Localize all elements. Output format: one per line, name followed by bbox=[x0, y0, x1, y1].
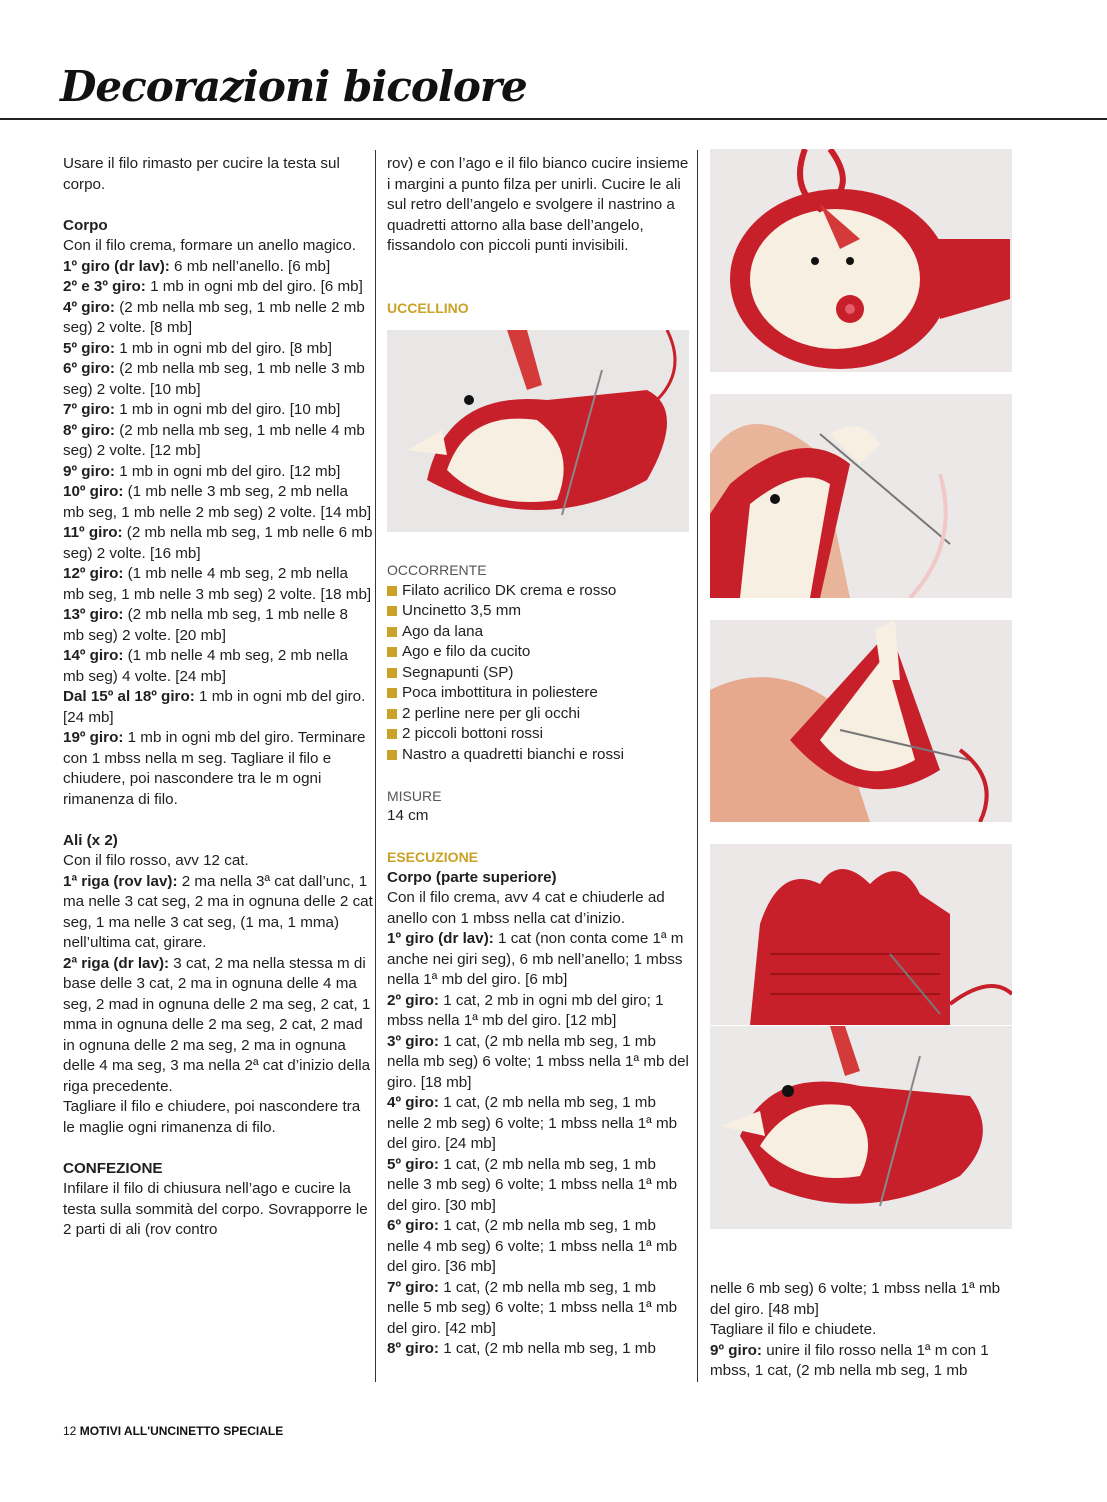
bullet-square-icon bbox=[387, 709, 397, 719]
material-text: Ago da lana bbox=[402, 622, 484, 640]
corpo-intro: Con il filo crema, formare un anello magico. bbox=[63, 237, 356, 254]
row-9 bbox=[710, 1341, 1010, 1382]
photo-bird-sewing bbox=[387, 330, 689, 532]
row-label: 1º giro (dr lav): bbox=[387, 930, 494, 947]
instruction-row bbox=[63, 687, 373, 728]
bullet-square-icon bbox=[387, 688, 397, 698]
row-text: 2 ma nella 3ª cat dall’unc, 1 ma nelle 3 cat seg, 2 ma in ognuna delle 2 cat seg, 1 ma nelle 3 cat seg, (1 ma, 1 mma) nell’ultima cat, girare. bbox=[63, 872, 373, 951]
row-text: unire il filo rosso nella 1ª m con 1 mbss, 1 cat, (2 mb nella mb seg, 1 mb bbox=[710, 1341, 989, 1379]
instruction-row bbox=[63, 605, 373, 646]
instruction-row bbox=[63, 564, 373, 605]
instruction-row bbox=[63, 277, 373, 298]
row-text: 1 cat, (2 mb nella mb seg, 1 mb nelle 5 mb seg) 6 volte; 1 mbss nella 1ª mb del giro. [42 mb] bbox=[387, 1278, 678, 1337]
section-uccellino: UCCELLINO bbox=[387, 299, 469, 316]
material-item bbox=[387, 663, 692, 684]
material-item bbox=[387, 683, 692, 704]
instruction-row bbox=[63, 646, 373, 687]
row-label: 3º giro: bbox=[387, 1032, 439, 1050]
row-label: 6º giro: bbox=[63, 360, 115, 377]
instruction-row bbox=[63, 872, 373, 954]
row-text: (1 mb nelle 3 mb seg, 2 mb nella mb seg, 1 mb nelle 2 mb seg) 2 volte. [14 mb] bbox=[63, 483, 372, 521]
esecuzione-rows bbox=[387, 929, 692, 1360]
row-label: 11º giro: bbox=[63, 524, 123, 541]
instruction-row bbox=[63, 298, 373, 339]
row-label: 8º giro: bbox=[387, 1340, 439, 1357]
photo-hand-sewing bbox=[710, 620, 1012, 822]
misure-value: 14 cm bbox=[387, 807, 429, 824]
instruction-row bbox=[387, 1278, 692, 1340]
row-text: 1 cat, 2 mb in ogni mb del giro; 1 mbss nella 1ª mb del giro. [12 mb] bbox=[387, 991, 664, 1029]
row-label: 5º giro: bbox=[63, 339, 115, 357]
row-text: 1 mb in ogni mb del giro. [6 mb] bbox=[145, 278, 363, 295]
instruction-row bbox=[63, 359, 373, 400]
material-item bbox=[387, 622, 692, 643]
row-label: 2º giro: bbox=[387, 991, 439, 1009]
row-label: 2º e 3º giro: bbox=[63, 278, 146, 295]
photo-sewing-closeup bbox=[710, 394, 1012, 598]
intro-text: Usare il filo rimasto per cucire la testa sul corpo. bbox=[63, 155, 340, 193]
instruction-row bbox=[63, 339, 373, 360]
photo-bird-front bbox=[710, 149, 1012, 372]
cut-text: Tagliare il filo e chiudete. bbox=[710, 1321, 877, 1338]
continued-text: rov) e con l’ago e il filo bianco cucire insieme i margini a punto filza per unirli. Cucire le ali sul retro dell’angelo e svolgere il nastrino a quadretti attorno alla base dell’angelo, fissandolo con piccoli punti invisibili. bbox=[387, 155, 689, 254]
column-3 bbox=[710, 1279, 1010, 1382]
row-label: 13º giro: bbox=[63, 606, 124, 623]
row-text: 3 cat, 2 ma nella stessa m di base delle 3 cat, 2 ma in ognuna delle 4 ma seg, 2 mad in ognuna delle 2 ma seg, 2 cat, 1 mma in ognuna delle 2 ma seg, 2 cat, 2 mad in ognuna delle 2 ma seg, 2 ma in ognuna delle 4 ma seg, 3 ma nella 2ª cat d’inizio della riga precedente. bbox=[63, 954, 371, 1095]
material-text: Filato acrilico DK crema e rosso bbox=[402, 581, 617, 599]
row-text: (2 mb nella mb seg, 1 mb nelle 3 mb seg) 2 volte. [10 mb] bbox=[63, 360, 365, 398]
row-text: 1 mb in ogni mb del giro. [8 mb] bbox=[114, 339, 332, 357]
ali-heading: Ali (x 2) bbox=[63, 831, 118, 849]
instruction-row bbox=[63, 462, 373, 483]
material-item bbox=[387, 704, 692, 725]
continued-text-3: nelle 6 mb seg) 6 volte; 1 mbss nella 1ª mb del giro. [48 mb] bbox=[710, 1280, 1001, 1318]
instruction-row bbox=[63, 400, 373, 421]
row-label: 1ª riga (rov lav): bbox=[63, 872, 178, 890]
row-text: 1 mb in ogni mb del giro. Terminare con 1 mbss nella m seg. Tagliare il filo e chiudere, poi nascondere tra le m ogni rimanenza di filo. bbox=[63, 729, 366, 808]
esecuzione-label: ESECUZIONE bbox=[387, 849, 479, 865]
column-2 bbox=[387, 154, 692, 1360]
title-rule bbox=[0, 118, 1107, 120]
row-label: 12º giro: bbox=[63, 565, 124, 582]
row-text: (2 mb nella mb seg, 1 mb nelle 4 mb seg) 2 volte. [12 mb] bbox=[63, 421, 365, 459]
material-item bbox=[387, 745, 692, 766]
material-text: Ago e filo da cucito bbox=[402, 643, 531, 660]
page-title: Decorazioni bicolore bbox=[60, 62, 527, 111]
column-1 bbox=[63, 154, 373, 1241]
row-text: 6 mb nell’anello. [6 mb] bbox=[169, 257, 331, 275]
row-label: 8º giro: bbox=[63, 421, 115, 439]
column-divider bbox=[375, 150, 376, 1382]
corpo-sup-intro: Con il filo crema, avv 4 cat e chiuderle ad anello con 1 mbss nella cat d’inizio. bbox=[387, 889, 665, 927]
magazine-name: MOTIVI ALL'UNCINETTO SPECIALE bbox=[79, 1424, 284, 1438]
row-label: 1º giro (dr lav): bbox=[63, 257, 170, 275]
instruction-row bbox=[63, 728, 373, 810]
ali-intro: Con il filo rosso, avv 12 cat. bbox=[63, 852, 249, 869]
instruction-row bbox=[63, 257, 373, 278]
page-footer bbox=[63, 1424, 283, 1438]
confezione-heading: CONFEZIONE bbox=[63, 1159, 163, 1177]
bullet-square-icon bbox=[387, 750, 397, 760]
bullet-square-icon bbox=[387, 627, 397, 637]
confezione-text: Infilare il filo di chiusura nell’ago e cucire la testa sulla sommità del corpo. Sovrapporre le 2 parti di ali (rov contro bbox=[63, 1180, 368, 1238]
row-label: 14º giro: bbox=[63, 647, 124, 664]
instruction-row bbox=[387, 1093, 692, 1155]
row-text: (1 mb nelle 4 mb seg, 2 mb nella mb seg, 1 mb nelle 3 mb seg) 2 volte. [18 mb] bbox=[63, 565, 372, 603]
instruction-row bbox=[387, 1339, 692, 1360]
row-label: 7º giro: bbox=[387, 1278, 439, 1296]
column-divider bbox=[697, 150, 698, 1382]
corpo-rows bbox=[63, 257, 373, 811]
row-text: 1 cat, (2 mb nella mb seg, 1 mb nelle 3 mb seg) 6 volte; 1 mbss nella 1ª mb del giro. [30 mb] bbox=[387, 1155, 678, 1214]
photo-crochet-edge bbox=[710, 844, 1012, 1025]
instruction-row bbox=[63, 482, 373, 523]
row-text: (2 mb nella mb seg, 1 mb nelle 6 mb seg) 2 volte. [16 mb] bbox=[63, 524, 373, 562]
occorrente-label: OCCORRENTE bbox=[387, 562, 487, 578]
row-text: (1 mb nelle 4 mb seg, 2 mb nella mb seg) 4 volte. [24 mb] bbox=[63, 647, 348, 685]
row-text: 1 mb in ogni mb del giro. [12 mb] bbox=[114, 462, 341, 480]
page-number: 12 bbox=[63, 1424, 77, 1438]
material-text: Nastro a quadretti bianchi e rossi bbox=[402, 745, 625, 763]
row-text: 1 mb in ogni mb del giro. [24 mb] bbox=[63, 688, 366, 726]
row-label: 6º giro: bbox=[387, 1217, 439, 1234]
materials-list bbox=[387, 581, 692, 766]
material-text: Segnapunti (SP) bbox=[402, 663, 514, 681]
material-text: 2 piccoli bottoni rossi bbox=[402, 725, 543, 742]
row-label: 10º giro: bbox=[63, 483, 124, 500]
row-text: 1 cat, (2 mb nella mb seg, 1 mb nella mb seg) 6 volte; 1 mbss nella 1ª mb del giro. [18 mb] bbox=[387, 1032, 689, 1091]
bullet-square-icon bbox=[387, 647, 397, 657]
row-text: 1 cat (non conta come 1ª m anche nei giri seg), 6 mb nell’anello; 1 mbss nella 1ª mb del giro. [6 mb] bbox=[387, 930, 684, 988]
row-label: 5º giro: bbox=[387, 1155, 439, 1173]
row-text: (2 mb nella mb seg, 1 mb nelle 8 mb seg) 2 volte. [20 mb] bbox=[63, 606, 348, 644]
row-text: 1 cat, (2 mb nella mb seg, 1 mb nelle 4 mb seg) 6 volte; 1 mbss nella 1ª mb del giro. [36 mb] bbox=[387, 1217, 678, 1275]
bullet-square-icon bbox=[387, 606, 397, 616]
row-label: 9º giro: bbox=[710, 1341, 762, 1359]
corpo-heading: Corpo bbox=[63, 216, 108, 234]
bullet-square-icon bbox=[387, 729, 397, 739]
instruction-row bbox=[387, 1032, 692, 1094]
material-text: Uncinetto 3,5 mm bbox=[402, 602, 522, 619]
ali-end: Tagliare il filo e chiudere, poi nascondere tra le maglie ogni rimanenza di filo. bbox=[63, 1098, 361, 1136]
instruction-row bbox=[387, 1216, 692, 1278]
row-text: 1 cat, (2 mb nella mb seg, 1 mb nelle 2 mb seg) 6 volte; 1 mbss nella 1ª mb del giro. [24 mb] bbox=[387, 1094, 678, 1152]
row-text: 1 mb in ogni mb del giro. [10 mb] bbox=[114, 401, 341, 418]
instruction-row bbox=[387, 991, 692, 1032]
row-label: 19º giro: bbox=[63, 729, 124, 746]
material-item bbox=[387, 724, 692, 745]
row-label: 2ª riga (dr lav): bbox=[63, 954, 170, 972]
material-item bbox=[387, 601, 692, 622]
photo-bird-side bbox=[710, 1026, 1012, 1229]
row-text: 1 cat, (2 mb nella mb seg, 1 mb bbox=[438, 1340, 656, 1357]
corpo-sup-heading: Corpo (parte superiore) bbox=[387, 868, 557, 886]
instruction-row bbox=[63, 954, 373, 1098]
material-text: Poca imbottitura in poliestere bbox=[402, 684, 598, 701]
row-label: 7º giro: bbox=[63, 401, 115, 418]
instruction-row bbox=[63, 421, 373, 462]
bullet-square-icon bbox=[387, 668, 397, 678]
row-label: 9º giro: bbox=[63, 462, 115, 480]
bullet-square-icon bbox=[387, 586, 397, 596]
row-label: Dal 15º al 18º giro: bbox=[63, 688, 195, 705]
instruction-row bbox=[63, 523, 373, 564]
row-label: 4º giro: bbox=[387, 1094, 439, 1111]
ali-rows bbox=[63, 872, 373, 1098]
misure-label: MISURE bbox=[387, 787, 442, 804]
row-text: (2 mb nella mb seg, 1 mb nelle 2 mb seg) 2 volte. [8 mb] bbox=[63, 298, 365, 336]
instruction-row bbox=[387, 929, 692, 991]
material-item bbox=[387, 642, 692, 663]
row-label: 4º giro: bbox=[63, 298, 115, 316]
material-text: 2 perline nere per gli occhi bbox=[402, 704, 581, 722]
material-item bbox=[387, 581, 692, 602]
instruction-row bbox=[387, 1155, 692, 1217]
